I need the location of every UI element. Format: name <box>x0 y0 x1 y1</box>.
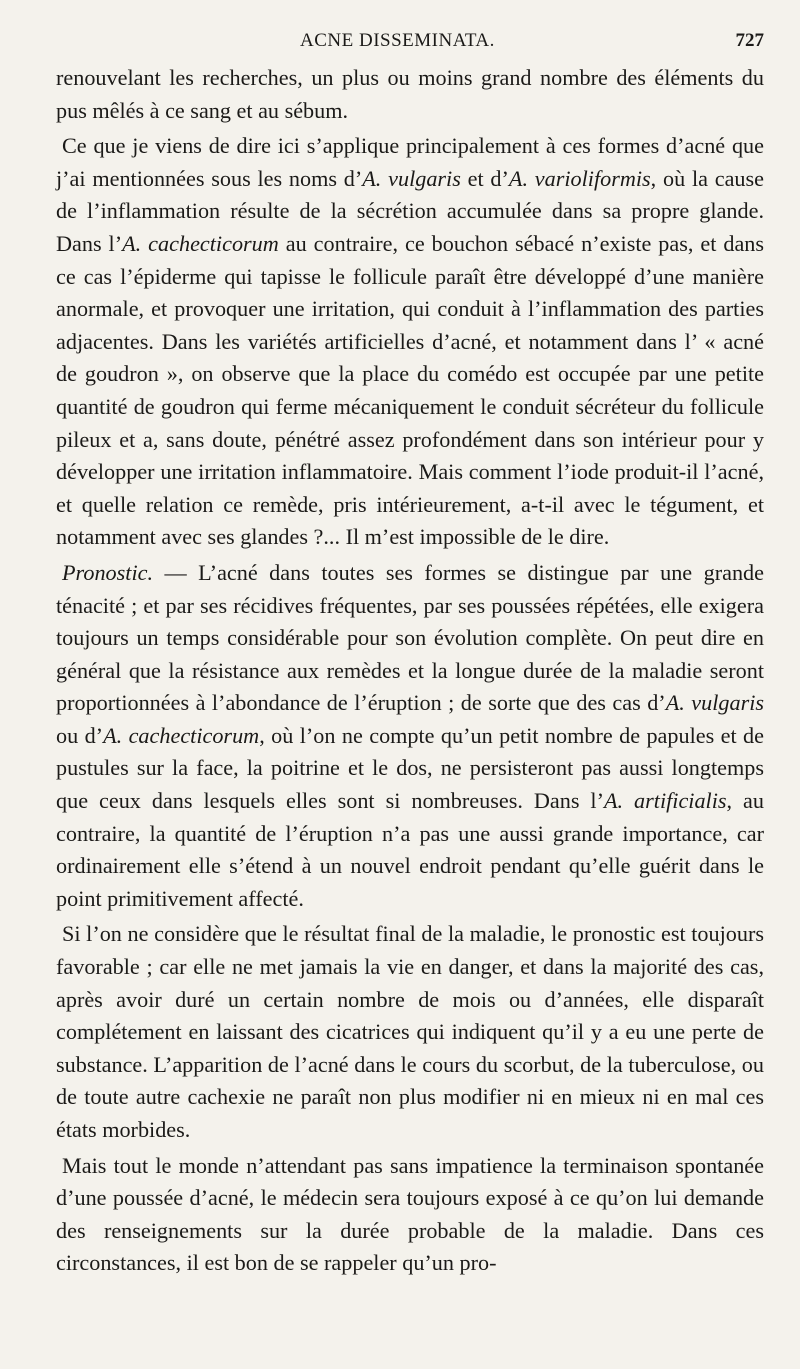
running-title: ACNE DISSEMINATA. <box>300 30 495 51</box>
italic-term: Pronostic. <box>62 559 154 585</box>
italic-term: A. varioliformis <box>508 165 651 191</box>
italic-term: A. vulgaris <box>362 165 461 191</box>
italic-term: A. artificialis <box>603 788 727 814</box>
paragraph: Ce que je viens de dire ici s’applique principalement à ces formes d’acné que j’ai mentionnées sous les noms d’A. vulgaris et d’A. varioliformis, où la cause de l’inflammation résulte de la sécrétion accumulée dans sa propre glande. Dans l’A. cachecticorum au contraire, ce bouchon sébacé n’existe pas, et dans ce cas l’épiderme qui tapisse le follicule paraît être développé d’une manière anormale, et provoquer une irritation, qui conduit à l’inflammation des parties adjacentes. Dans les variétés artificielles d’acné, et notamment dans l’ « acné de goudron », on observe que la place du comédo est occupée par une petite quantité de goudron qui ferme mécaniquement le conduit sécréteur du follicule pileux et a, sans doute, pénétré assez profondément dans son intérieur pour y développer une irritation inflammatoire. Mais comment l’iode produit-il l’acné, et quelle relation ce remède, pris intérieurement, a-t-il avec le tégument, et notamment avec ses glandes ?... Il m’est impossible de le dire. <box>56 133 765 550</box>
paragraph: Si l’on ne considère que le résultat final de la maladie, le pronostic est toujours favorable ; car elle ne met jamais la vie en danger, et dans la majorité des cas, après avoir duré un certain nombre de mois ou d’années, elle disparaît complétement en laissant des cicatrices qui indiquent qu’il y a eu une perte de substance. L’apparition de l’acné dans le cours du scorbut, de la tuberculose, ou de toute autre cachexie ne paraît non plus modifier ni en mieux ni en mal ces états morbides. <box>56 921 764 1142</box>
page-number: 727 <box>735 30 764 51</box>
italic-term: A. cachecticorum <box>103 722 260 748</box>
paragraph: Pronostic. — L’acné dans toutes ses formes se distingue par une grande ténacité ; et par ses récidives fréquentes, par ses poussées répétées, elle exigera toujours un temps considérable pour son évolution complète. On peut dire en général que la résistance aux remèdes et la longue durée de la maladie seront proportionnées à l’abondance de l’éruption ; de sorte que des cas d’A. vulgaris ou d’A. cachecticorum, où l’on ne compte qu’un petit nombre de papules et de pustules sur la face, la poitrine et le dos, ne persisteront pas aussi longtemps que ceux dans lesquels elles sont si nombreuses. Dans l’A. artificialis, au contraire, la quantité de l’éruption n’a pas une aussi grande importance, car ordinairement elle s’étend à un nouvel endroit pendant qu’elle guérit dans le point primitivement affecté. <box>56 559 765 911</box>
running-header <box>60 30 764 58</box>
page-body <box>56 62 764 1280</box>
italic-term: A. vulgaris <box>665 690 765 716</box>
paragraph: renouvelant les recherches, un plus ou moins grand nombre des éléments du pus mêlés à ce sang et au sébum. <box>56 65 764 123</box>
italic-term: A. cachecticorum <box>122 230 279 256</box>
paragraph: Mais tout le monde n’attendant pas sans impatience la terminaison spontanée d’une poussée d’acné, le médecin sera toujours exposé à ce qu’on lui demande des renseignements sur la durée probable de la maladie. Dans ces circonstances, il est bon de se rappeler qu’un pro- <box>56 1152 764 1276</box>
